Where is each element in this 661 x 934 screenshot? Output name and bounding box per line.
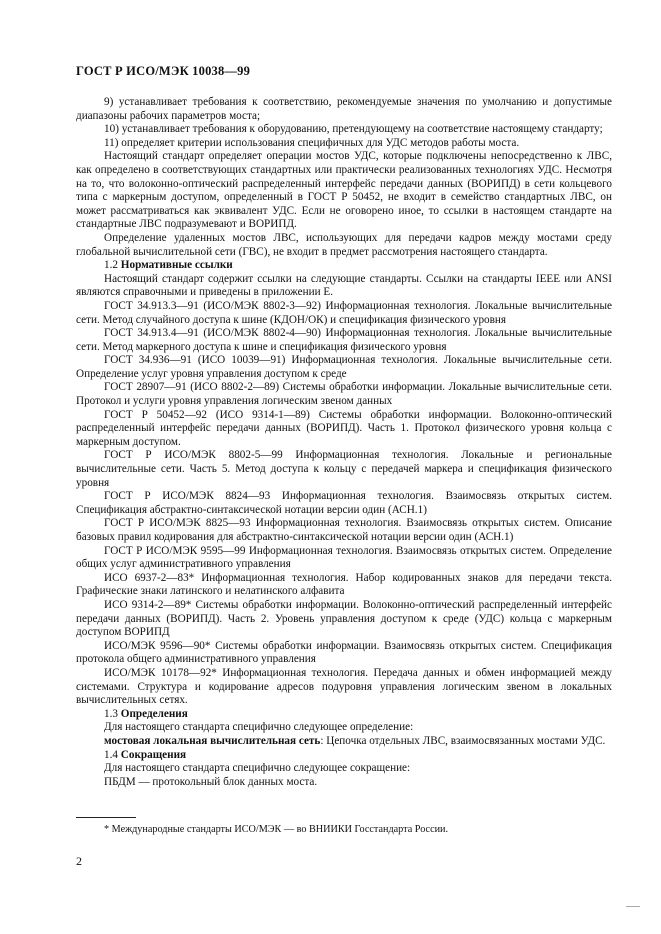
abbreviations-intro: Для настоящего стандарта специфично следующее сокращение: bbox=[104, 762, 411, 775]
term-definition: : Цепочка отдельных ЛВС, взаимосвязанных мостами УДС. bbox=[320, 734, 606, 747]
reference-paragraph: Настоящий стандарт содержит ссылки на следующие стандарты. Ссылки на стандарты IEEE или ANSI являются справочными и приведены в приложении Е. bbox=[76, 272, 612, 299]
reference-item: ГОСТ Р 50452—92 (ИСО 9314-1—89) Системы обработки информации. Волоконно-оптический распределенный интерфейс передачи данных (ВОРИПД). Часть 1. Протокол физического уровня кольца с маркерным доступом. bbox=[76, 408, 612, 448]
reference-item: ГОСТ 34.913.4—91 (ИСО/МЭК 8802-4—90) Информационная технология. Локальные вычислительные сети. Метод маркерного доступа к шине и спецификация физического уровня bbox=[76, 327, 612, 353]
reference-item: ГОСТ 34.936—91 (ИСО 10039—91) Информационная технология. Локальные вычислительные сети. Определение услуг уровня управления доступом к среде bbox=[76, 354, 612, 380]
section-heading-normative-references bbox=[76, 259, 612, 273]
section-number: 1.4 bbox=[104, 748, 118, 761]
section-title: Сокращения bbox=[120, 748, 187, 761]
section-number: 1.3 bbox=[104, 707, 118, 720]
footnote: * Международные стандарты ИСО/МЭК — во ВНИИКИ Госстандарта России. bbox=[104, 824, 449, 835]
footnote-divider bbox=[76, 817, 136, 818]
list-item-9: 9) устанавливает требования к соответствию, рекомендуемые значения по умолчанию и допустимые диапазоны рабочих параметров моста; bbox=[76, 96, 612, 122]
reference-item: ГОСТ Р ИСО/МЭК 8825—93 Информационная технология. Взаимосвязь открытых систем. Описание базовых правил кодирования для абстрактно-синтаксической нотации версии один (АСН.1) bbox=[76, 517, 612, 543]
reference-item: ИСО 6937-2—83* Информационная технология. Набор кодированных знаков для передачи текста. Графические знаки латинского и нелатинского алфавита bbox=[76, 571, 612, 598]
definitions-intro: Для настоящего стандарта специфично следующее определение: bbox=[104, 721, 414, 734]
reference-item: ИСО 9314-2—89* Системы обработки информации. Волоконно-оптический распределенный интерфейс передачи данных (ВОРИПД). Часть 2. Уровень управления доступом к среде (УДС) кольца с маркерным доступом ВОРИПД bbox=[76, 598, 612, 639]
section-number: 1.2 bbox=[104, 259, 118, 272]
reference-item: ГОСТ 34.913.3—91 (ИСО/МЭК 8802-3—92) Информационная технология. Локальные вычислительные сети. Метод случайного доступа к шине (КДОН/ОК) и спецификация физического уровня bbox=[76, 299, 612, 326]
reference-item: ГОСТ Р ИСО/МЭК 8802-5—99 Информационная технология. Локальные и региональные вычислительные сети. Часть 5. Метод доступа к кольцу с передачей маркера и спецификация физического уровня bbox=[76, 449, 612, 489]
list-item-11: 11) определяет критерии использования специфичных для УДС методов работы моста. bbox=[104, 136, 520, 149]
reference-item: ГОСТ Р ИСО/МЭК 9595—99 Информационная технология. Взаимосвязь открытых систем. Определение общих услуг административного управления bbox=[76, 544, 612, 571]
definition-entry bbox=[76, 735, 612, 749]
section-heading-definitions bbox=[76, 708, 612, 722]
section-heading-abbreviations bbox=[76, 749, 612, 763]
reference-item: ИСО/МЭК 10178—92* Информационная технология. Передача данных и обмен информацией между системами. Структура и кодирование адресов подуровня управления логическим звеном в локальных вычислительных сетях. bbox=[76, 666, 612, 707]
reference-item: ИСО/МЭК 9596—90* Системы обработки информации. Взаимосвязь открытых систем. Спецификация протокола общего административного управления bbox=[76, 639, 612, 666]
page-content bbox=[76, 96, 612, 789]
defined-term: мостовая локальная вычислительная сеть bbox=[104, 734, 321, 747]
section-title: Нормативные ссылки bbox=[120, 259, 233, 272]
scope-paragraph: Настоящий стандарт определяет операции мостов УДС, которые подключены непосредственно к ЛВС, как определено в соответствующих стандартных или практически реализованных технологиях УДС. Несмотря на то, что волоконно-оптический распределенный интерфейс передачи данных (ВОРИПД) в сети кольцевого типа с маркерным доступом, определенный в ГОСТ Р 50452, не входит в семейство стандартных ЛВС, он может рассматриваться как эквивалент УДС. Если не оговорено иное, то ссылки в настоящем стандарте на стандартные ЛВС подразумевают и ВОРИПД. bbox=[76, 150, 612, 231]
document-header: ГОСТ Р ИСО/МЭК 10038—99 bbox=[76, 64, 251, 78]
section-title: Определения bbox=[120, 707, 188, 720]
scope-exclusion-paragraph: Определение удаленных мостов ЛВС, использующих для передачи кадров между мостами среду глобальной вычислительной сети (ГВС), не входит в предмет рассмотрения настоящего стандарта. bbox=[76, 231, 612, 258]
scan-edge-mark bbox=[626, 906, 640, 907]
list-item-10: 10) устанавливает требования к оборудованию, претендующему на соответствие настоящему стандарту; bbox=[104, 123, 603, 136]
abbreviation-entry: ПБДМ — протокольный блок данных моста. bbox=[104, 775, 318, 788]
page-number: 2 bbox=[76, 854, 82, 868]
reference-item: ГОСТ Р ИСО/МЭК 8824—93 Информационная технология. Взаимосвязь открытых систем. Спецификация абстрактно-синтаксической нотации версии один (АСН.1) bbox=[76, 490, 612, 516]
reference-item: ГОСТ 28907—91 (ИСО 8802-2—89) Системы обработки информации. Локальные вычислительные сети. Протокол и услуги уровня управления логическим звеном данных bbox=[76, 381, 612, 408]
